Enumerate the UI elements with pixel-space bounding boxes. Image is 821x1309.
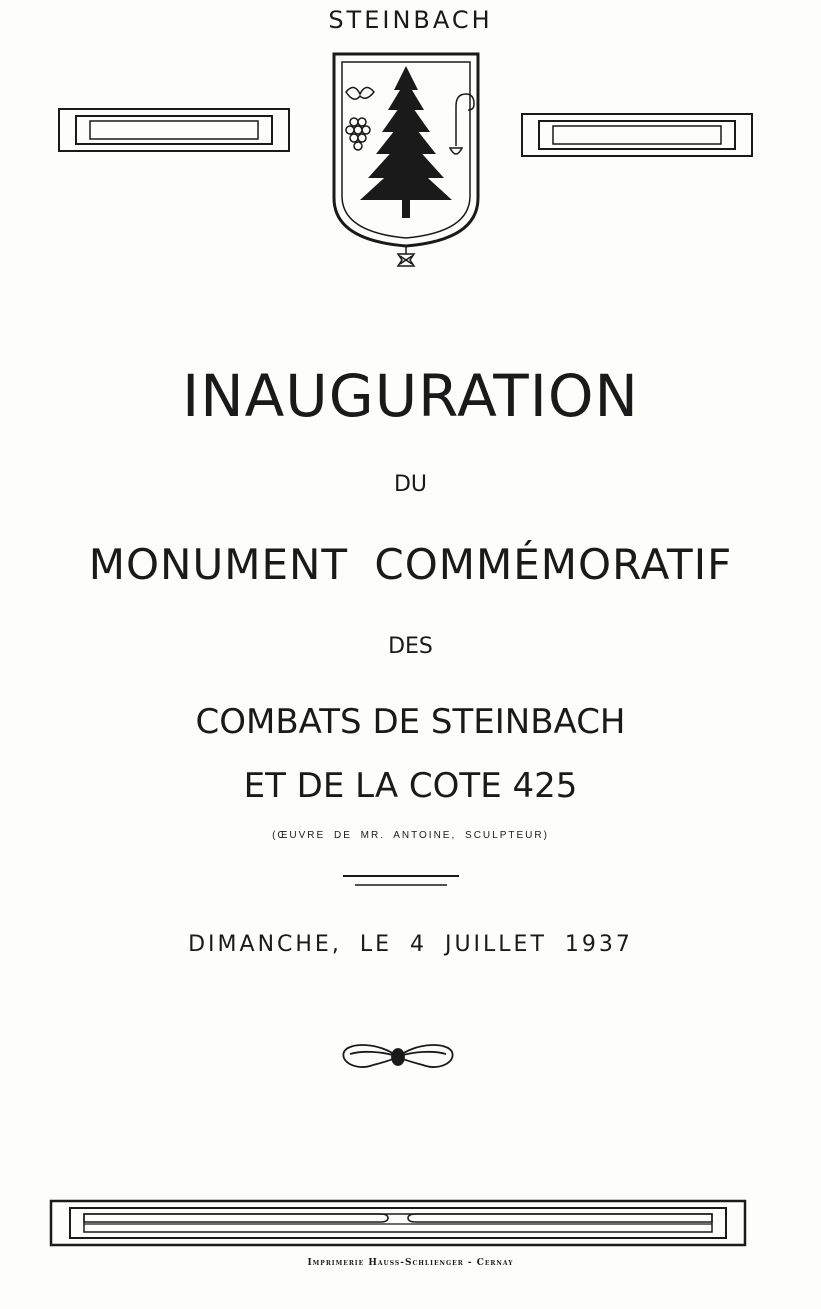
printer-credit: Imprimerie Hauss-Schlienger - Cernay — [307, 1258, 514, 1268]
coat-of-arms-fir-tree-icon — [330, 50, 482, 272]
monument-heading: MONUMENT COMMÉMORATIF — [88, 540, 733, 589]
double-rule-divider — [343, 874, 459, 888]
ribbon-bow-icon — [340, 1040, 456, 1074]
bottom-frame-ornament — [50, 1200, 746, 1246]
connector-des: DES — [388, 634, 433, 659]
town-name: STEINBACH — [328, 6, 493, 34]
left-frame-ornament — [58, 108, 290, 152]
page-title: INAUGURATION — [182, 362, 639, 430]
connector-du: DU — [393, 472, 428, 497]
right-frame-ornament — [521, 113, 753, 157]
event-date: DIMANCHE, LE 4 JUILLET 1937 — [188, 932, 633, 957]
sculptor-note: (ŒUVRE DE MR. ANTOINE, SCULPTEUR) — [272, 830, 549, 841]
combats-line-1: COMBATS DE STEINBACH — [195, 702, 626, 742]
combats-line-2: ET DE LA COTE 425 — [243, 766, 578, 806]
